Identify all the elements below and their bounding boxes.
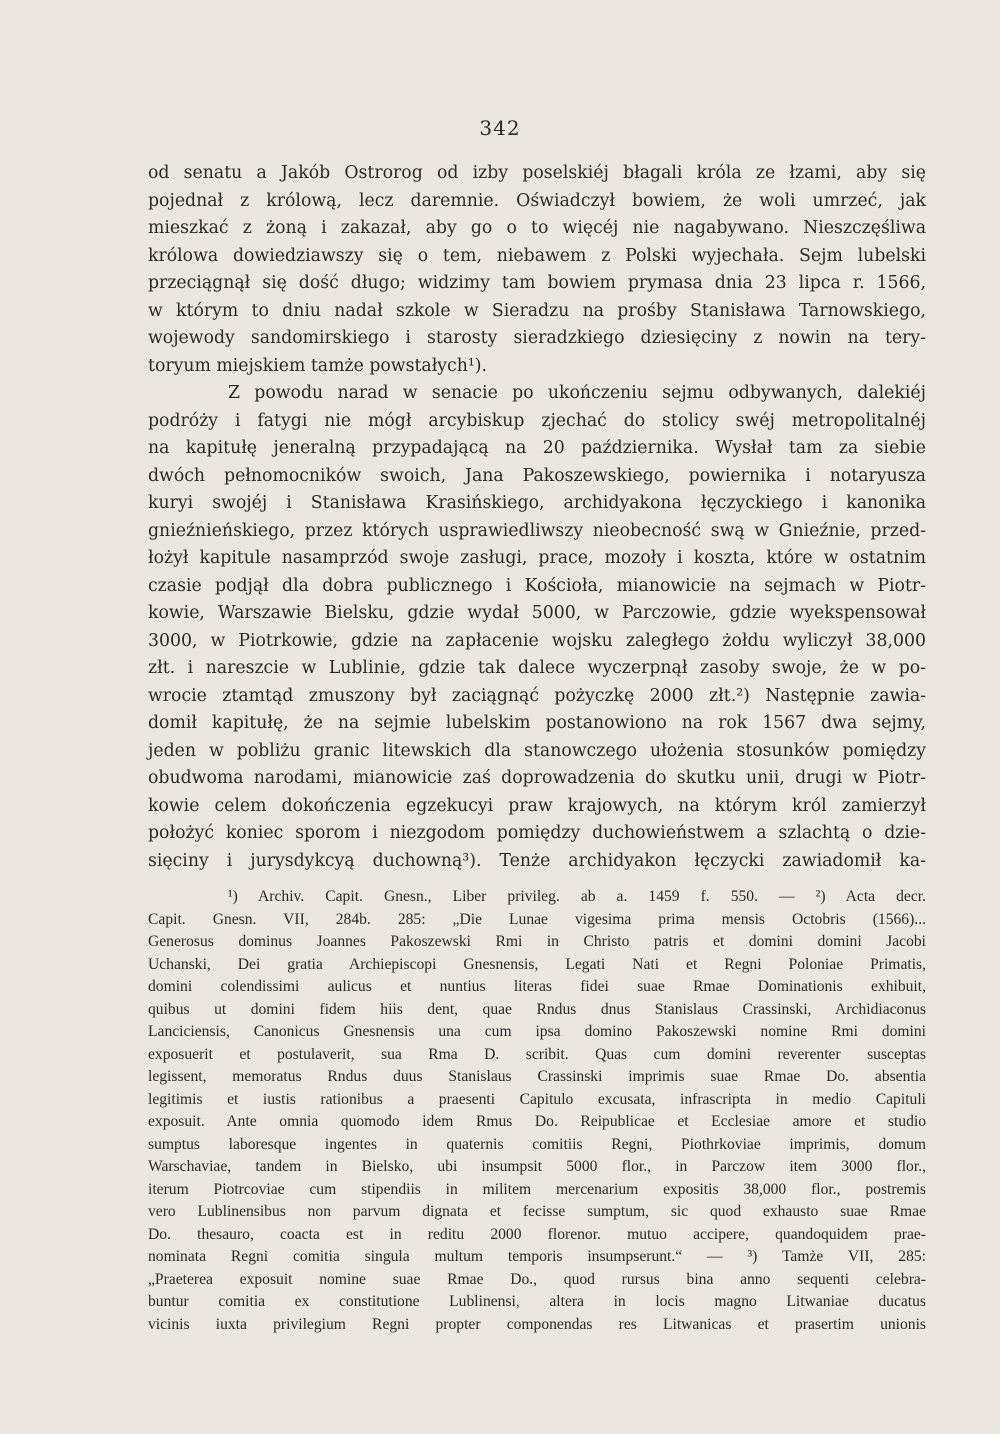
text-line: kowie celem dokończenia egzekucyi praw krajowych, na którym król zamierzył: [148, 795, 926, 816]
footnote-line: Uchanski, Dei gratia Archiepiscopi Gnesnensis, Legati Nati et Regni Poloniae Primatis,: [148, 955, 926, 973]
footnote-line: vero Lublinensibus non parvum dignata et fecisse sumptum, sic quod exhausto suae Rmae: [148, 1203, 926, 1220]
text-line: w którym to dniu nadał szkole w Sieradzu na prośby Stanisława Tarnowskiego,: [148, 300, 926, 321]
text-line: kowie, Warszawie Bielsku, gdzie wydał 5000, w Parczowie, gdzie wyekspensował: [148, 603, 926, 623]
footnote-line: Warschaviae, tandem in Bielsko, ubi insumpsit 5000 flor., in Parczow item 3000 flor.,: [148, 1158, 926, 1175]
footnote-line: Capit. Gnesn. VII, 284b. 285: „Die Lunae vigesima prima mensis Octobris (1566)...: [148, 910, 926, 928]
footnote-line: ¹) Archiv. Capit. Gnesn., Liber privileg. ab a. 1459 f. 550. — ²) Acta decr.: [228, 888, 926, 905]
text-line: podróży i fatygi nie mógł arcybiskup zjechać do stolicy swéj metropolitalnéj: [148, 410, 926, 431]
text-line: dwóch pełnomocników swoich, Jana Pakoszewskiego, powiernika i notaryusza: [148, 465, 926, 486]
text-line: domił kapitułę, że na sejmie lubelskim postanowiono na rok 1567 dwa sejmy,: [148, 713, 926, 733]
text-line: wrocie ztamtąd zmuszony był zaciągnąć pożyczkę 2000 złt.²) Następnie zawia-: [148, 685, 926, 706]
text-line: wojewody sandomirskiego i starosty sieradzkiego dziesięciny z nowin na tery-: [148, 328, 926, 348]
text-line: sięciny i jurysdykcyą duchowną³). Tenże archidyakon łęczycki zawiadomił ka-: [148, 850, 926, 871]
text-line: od senatu a Jakób Ostrorog od izby poselskiéj błagali króla ze łzami, aby się: [148, 163, 926, 183]
footnote-line: nominata Regni comitia singula multum temporis insumpserunt.“ — ³) Tamże VII, 285:: [148, 1248, 926, 1265]
text-line: obudwoma narodami, mianowicie zaś doprowadzenia do skutku unii, drugi w Piotr-: [148, 768, 926, 788]
footnote-line: exposuit. Ante omnia quomodo idem Rmus Do. Reipublicae et Ecclesiae amore et studio: [148, 1113, 926, 1130]
footnote-line: Do. thesauro, coacta est in reditu 2000 florenor. mutuo accipere, quandoquidem prae-: [148, 1225, 926, 1243]
text-line: na kapitułę jeneralną przypadającą na 20 października. Wysłał tam za siebie: [148, 438, 926, 458]
text-line: pojednał z królową, lecz daremnie. Oświadczył bowiem, że woli umrzeć, jak: [148, 190, 926, 211]
footnote-line: „Praeterea exposuit nomine suae Rmae Do., quod rursus bina anno sequenti celebra-: [148, 1270, 926, 1288]
text-line: złt. i nareszcie w Lublinie, gdzie tak dalece wyczerpnął zasoby swoje, że w po-: [148, 658, 926, 678]
footnote-line: legitimis et iustis rationibus a praesenti Capitulo excusata, infrascripta in medio Capituli: [148, 1090, 926, 1108]
text-line: jeden w pobliżu granic litewskich dla stanowczego ułożenia stosunków pomiędzy: [148, 740, 926, 761]
footnote-line: sumptus laboresque ingentes in quaternis comitiis Regni, Piothrkoviae imprimis, domum: [148, 1135, 926, 1153]
text-line: kuryi swojéj i Stanisława Krasińskiego, archidyakona łęczyckiego i kanonika: [148, 493, 926, 513]
footnote-line: domini colendissimi aulicus et nuntius literas fidei suae Rmae Dominationis exhibuit,: [148, 978, 926, 995]
footnote-line: iterum Piotrcoviae cum stipendiis in militem mercenarium expositis 38,000 flor., postremis: [148, 1180, 926, 1198]
footnote-line: vicinis iuxta privilegium Regni propter componendas res Litwanicas et prasertim unionis: [148, 1315, 926, 1333]
text-line: łożył kapitule nasamprzód swoje zasługi, prace, mozoły i koszta, które w ostatnim: [148, 548, 926, 568]
text-line: czasie podjął dla dobra publicznego i Kościoła, mianowicie na sejmach w Piotr-: [148, 575, 926, 596]
footnote-line: exposuerit et postulaverit, sua Rma D. scribit. Quas cum domini reverenter susceptas: [148, 1045, 926, 1063]
footnote-line: Generosus dominus Joannes Pakoszewski Rmi in Christo patris et domini domini Jacobi: [148, 933, 926, 950]
text-line: przeciągnął się dość długo; widzimy tam bowiem prymasa dnia 23 lipca r. 1566,: [148, 273, 926, 293]
main-text: [148, 160, 926, 875]
page-number: 342: [479, 116, 521, 140]
text-line: królowa dowiedziawszy się o tem, niebawem z Polski wyjechała. Sejm lubelski: [148, 245, 926, 266]
text-line: położyć koniec sporom i niezgodom pomiędzy duchowieństwem a szlachtą o dzie-: [148, 823, 926, 843]
footnote-line: buntur comitia ex constitutione Lublinensi, altera in locis magno Litwaniae ducatus: [148, 1293, 926, 1310]
text-line: gnieźnieńskiego, przez których usprawiedliwszy nieobecność swą w Gnieźnie, przed-: [148, 520, 926, 541]
text-line: toryum miejskiem tamże powstałych¹).: [148, 355, 488, 376]
footnote-line: legissent, memoratus Rndus duus Stanislaus Crassinski imprimis suae Rmae Do. absentia: [148, 1068, 926, 1085]
footnotes: [148, 886, 926, 1336]
text-line: 3000, w Piotrkowie, gdzie na zapłacenie wojsku zaległego żołdu wyliczył 38,000: [148, 630, 926, 651]
footnote-line: quibus ut domini fidem hiis dent, quae Rndus dnus Stanislaus Crassinski, Archidiaconus: [148, 1000, 926, 1018]
footnote-line: Lanciciensis, Canonicus Gnesnensis una cum ipsa domino Pakoszewski nomine Rmi domini: [148, 1023, 926, 1040]
text-line: mieszkać z żoną i zakazał, aby go o to więcéj nie nagabywano. Nieszczęśliwa: [148, 218, 926, 238]
text-line: Z powodu narad w senacie po ukończeniu sejmu odbywanych, dalekiéj: [228, 383, 926, 403]
